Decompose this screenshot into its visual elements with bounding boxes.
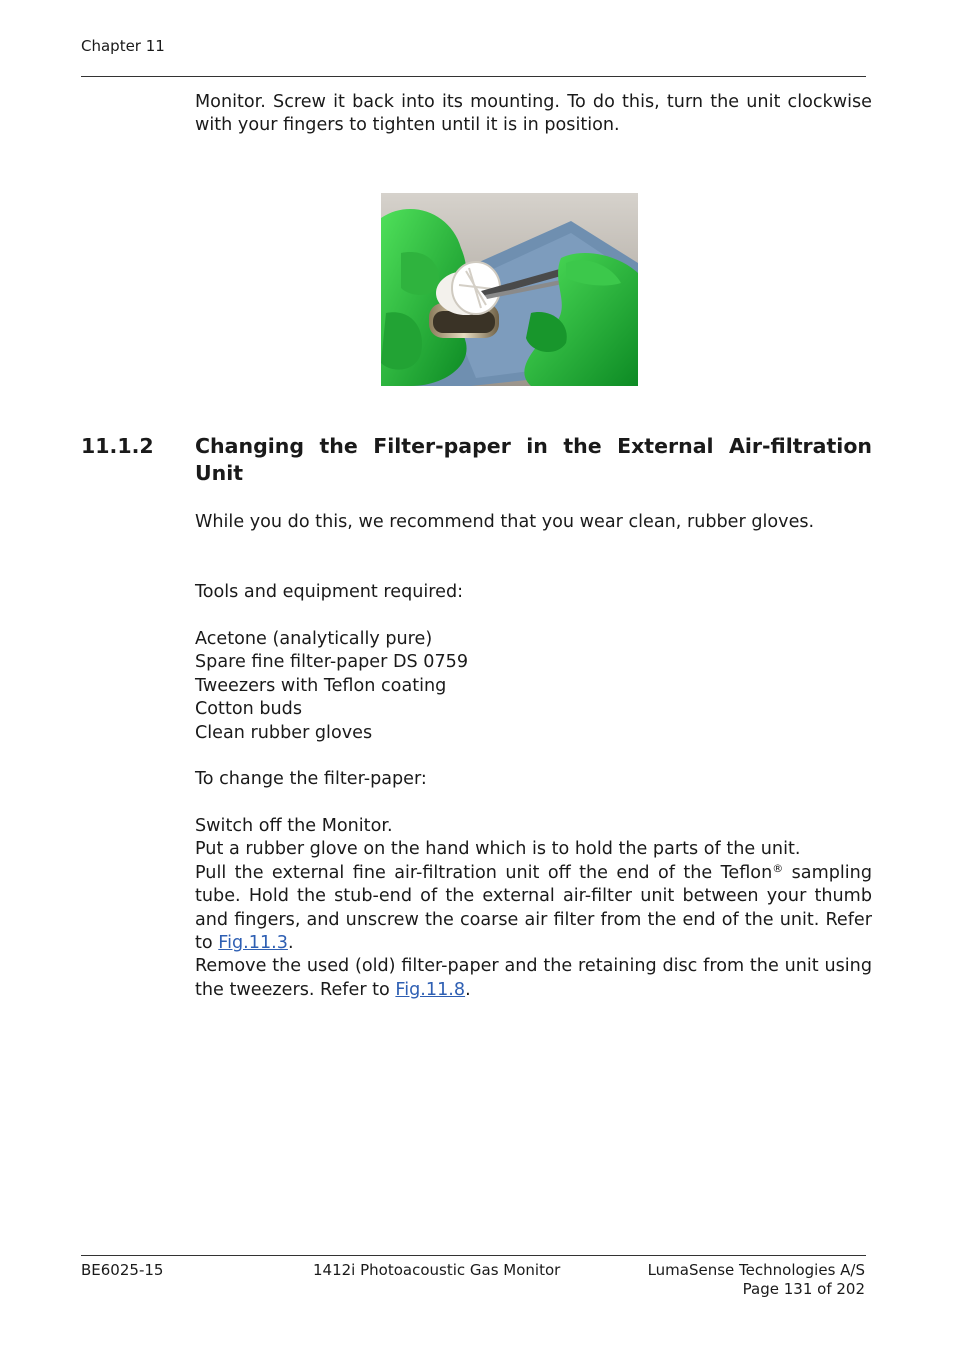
- section-title: Changing the Filter-paper in the External Air-filtration Unit: [195, 434, 872, 485]
- section-number: 11.1.2: [81, 434, 154, 458]
- tools-list: [195, 628, 872, 745]
- filter-unit-photo: [381, 193, 638, 386]
- chapter-header: Chapter 11: [81, 37, 165, 55]
- fig-11-3-link[interactable]: Fig.11.3: [218, 933, 288, 954]
- header-rule: [81, 76, 866, 77]
- tool-item: Spare fine filter-paper DS 0759: [195, 652, 469, 673]
- steps-list: [195, 815, 872, 1002]
- tool-item: Acetone (analytically pure): [195, 629, 433, 649]
- footer-company: LumaSense Technologies A/S: [647, 1261, 865, 1279]
- tool-item: Clean rubber gloves: [195, 722, 373, 743]
- fig-11-8-link[interactable]: Fig.11.8: [395, 979, 466, 1000]
- step-switch-off: Switch off the Monitor.: [195, 816, 393, 836]
- gloves-paragraph: While you do this, we recommend that you wear clean, rubber gloves.: [195, 512, 815, 532]
- intro-paragraph: Monitor. Screw it back into its mounting. To do this, turn the unit clockwise with your fingers to tighten until it is in position.: [195, 92, 872, 136]
- step-pull-text-b: sampling tube. Hold the stub-end of the external air-filter unit between your thumb and fingers, and unscrew the coarse air filter from the end of the unit. Refer to: [195, 862, 872, 954]
- tool-item: Tweezers with Teflon coating: [195, 675, 447, 696]
- registered-mark: ®: [772, 861, 784, 875]
- step-pull-unit: [195, 862, 872, 956]
- step-remove-text: Remove the used (old) filter-paper and the retaining disc from the unit using the tweezers. Refer to: [195, 956, 872, 1000]
- step-remove-paper: [195, 955, 872, 1002]
- footer-product: 1412i Photoacoustic Gas Monitor: [313, 1261, 561, 1279]
- change-intro: To change the filter-paper:: [195, 769, 427, 789]
- footer-rule: [81, 1255, 866, 1256]
- tool-item: Cotton buds: [195, 699, 303, 720]
- tools-intro: Tools and equipment required:: [195, 582, 464, 602]
- step-pull-end: .: [287, 933, 294, 954]
- footer-company-page: [580, 1261, 865, 1299]
- step-pull-text-a: Pull the external fine air-filtration unit off the end of the Teflon: [195, 862, 773, 883]
- footer-page-number: Page 131 of 202: [742, 1280, 865, 1298]
- footer-doc-id: BE6025-15: [81, 1261, 164, 1279]
- step-remove-end: .: [465, 979, 471, 1000]
- step-put-glove: Put a rubber glove on the hand which is to hold the parts of the unit.: [195, 839, 801, 860]
- gloved-hands-tweezers-image: [381, 193, 638, 386]
